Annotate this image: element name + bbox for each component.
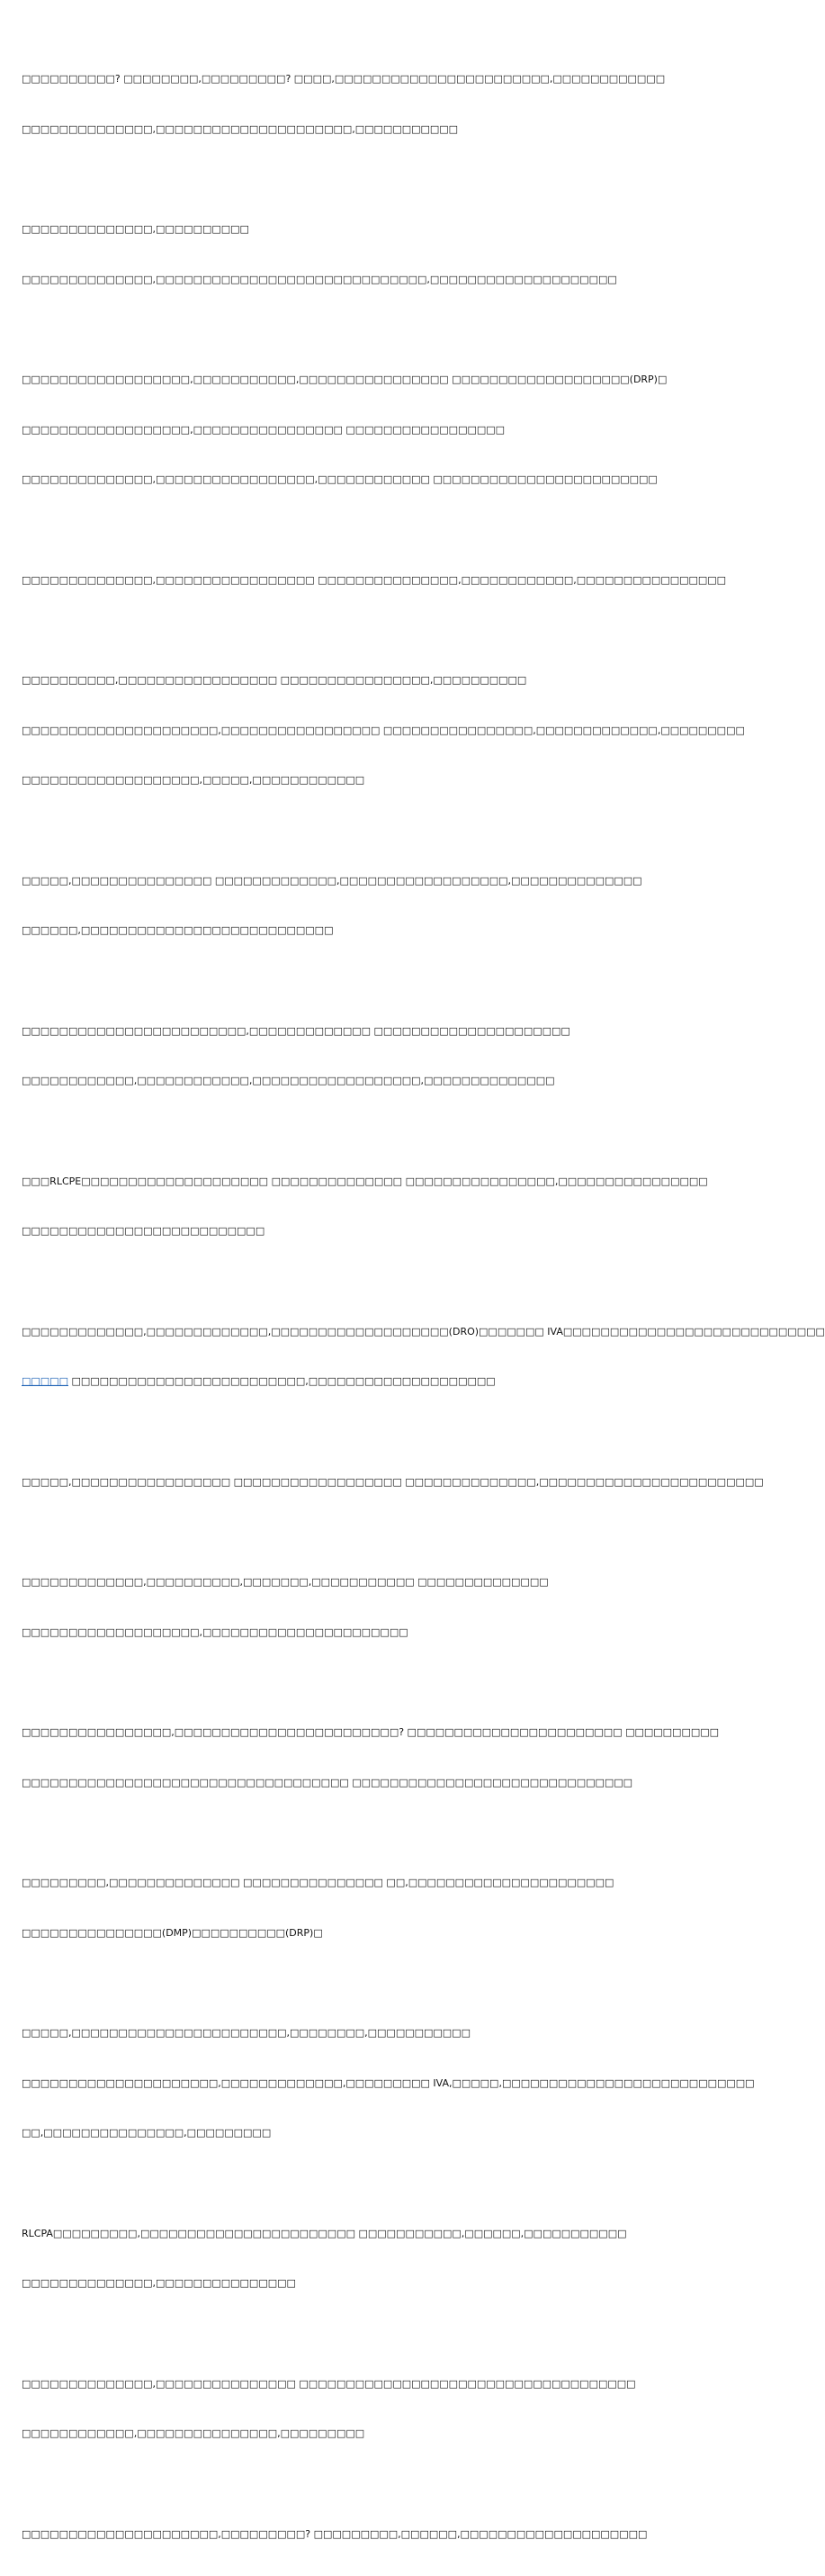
text-line: □□□□□□□□□□□□□□□□□□□□□□□□,□□□□□□□□□□□□□ □□□□□□□□□□□□□□□□□□□□□ <box>22 1023 626 1040</box>
text-line: □□□□□□□□□□□□□□□(DMP)□□□□□□□□□□(DRP)□ <box>22 1925 626 1942</box>
text-line: □□□□□□□□□□□□,□□□□□□□□□□□□,□□□□□□□□□□□□□□□□□□,□□□□□□□□□□□□□□ <box>22 1073 626 1090</box>
text-line: □□□□□□□□□□□□□□,□□□□□□□□□□□□□□□□□□□□□□□□□□□□□,□□□□□□□□□□□□□□□□□□□□ <box>22 272 626 289</box>
text-line: □□□□□□□□□□□□□,□□□□□□□□□□□□□,□□□□□□□□□□□□□□□□□□□(DRO)□□□□□□□ IVA□□□□□□□□□□□□□□□□□□□□□□□□□□□□ <box>22 1324 626 1341</box>
text-line: □□□□□□□□□□□□□□□□□□□□□,□□□□□□□□□? □□□□□□□□□,□□□□□□,□□□□□□□□□□□□□□□□□□□□ <box>22 2526 626 2544</box>
inline-link[interactable]: □□□□□ <box>22 1375 68 1387</box>
text-line: □□□□□□□□□□□□□□,□□□□□□□□□□□□□□□ <box>22 2275 626 2292</box>
text-line: □□□□□□□□□□,□□□□□□□□□□□□□□□□□ □□□□□□□□□□□□□□□□,□□□□□□□□□□ <box>22 672 626 689</box>
text-line: □□□□□□□□□□□□□□□□□□□□□,□□□□□□□□□□□□□,□□□□□□□□□ IVA,□□□□□,□□□□□□□□□□□□□□□□□□□□□□□□□□□ <box>22 2076 626 2093</box>
text-line: □□□□□□□□□□□□,□□□□□□□□□□□□□□□,□□□□□□□□□ <box>22 2426 626 2443</box>
paragraph-10 <box>22 1441 626 1525</box>
text-line: □□,□□□□□□□□□□□□□□□,□□□□□□□□□ <box>22 2125 626 2142</box>
text-line: □□□□□□,□□□□□□□□□□□□□□□□□□□□□□□□□□□ <box>22 923 626 940</box>
paragraph-7 <box>22 990 626 1123</box>
text-line: □□□□□,□□□□□□□□□□□□□□□ □□□□□□□□□□□□□,□□□□□□□□□□□□□□□□□□,□□□□□□□□□□□□□□ <box>22 873 626 890</box>
paragraph-2 <box>22 188 626 321</box>
paragraph-6 <box>22 840 626 973</box>
text-line: □□□□□□□□□□□□□□□□□□□□□□□□□□ <box>22 1223 626 1240</box>
text-line: □□□□□,□□□□□□□□□□□□□□□□□ □□□□□□□□□□□□□□□□□□ □□□□□□□□□□□□□□,□□□□□□□□□□□□□□□□□□□□□□□□ <box>22 1474 626 1491</box>
paragraph-17 <box>22 2493 626 2576</box>
paragraph-8 <box>22 1140 626 1274</box>
text-after-link: □□□□□□□□□□□□□□□□□□□□□□□□□,□□□□□□□□□□□□□□□□□□□□ <box>68 1375 496 1387</box>
text-line: □□□□□□□□□□□□□□□□□□□,□□□□□,□□□□□□□□□□□□ <box>22 772 626 789</box>
paragraph-3 <box>22 338 626 522</box>
text-line: □□□□□□□□□□□□□□□□□□□□□□□□□□□□□□□□□□□ □□□□□□□□□□□□□□□□□□□□□□□□□□□□□□ <box>22 1775 626 1792</box>
text-line: □□□□□□□□□□□□□□,□□□□□□□□□□□□□□□ □□□□□□□□□□□□□□□□□□□□□□□□□□□□□□□□□□□□ <box>22 2376 626 2393</box>
text-line: □□□RLCPE□□□□□□□□□□□□□□□□□□□□ □□□□□□□□□□□□□□ □□□□□□□□□□□□□□□□,□□□□□□□□□□□□□□□□ <box>22 1174 626 1191</box>
text-line: □□□□□□□□□□□□□□,□□□□□□□□□□□□□□□□□,□□□□□□□□□□□□ □□□□□□□□□□□□□□□□□□□□□□□□ <box>22 472 626 489</box>
document-page <box>0 0 648 916</box>
text-line: □□□□□□□□□□□□□□□□□□□□□,□□□□□□□□□□□□□□□□□ □□□□□□□□□□□□□□□□,□□□□□□□□□□□□□,□□□□□□□□□ <box>22 723 626 740</box>
paragraph-13 <box>22 1842 626 1975</box>
paragraph-12 <box>22 1691 626 1824</box>
text-line: □□□□□□□□□□□□□□□□□□,□□□□□□□□□□□□□□□□ □□□□□□□□□□□□□□□□□ <box>22 422 626 439</box>
text-line: □□□□□□□□□□□□□□□□,□□□□□□□□□□□□□□□□□□□□□□□□? □□□□□□□□□□□□□□□□□□□□□□□ □□□□□□□□□□ <box>22 1725 626 1742</box>
paragraph-1 <box>22 38 626 171</box>
text-line: RLCPA□□□□□□□□□,□□□□□□□□□□□□□□□□□□□□□□□ □□□□□□□□□□□,□□□□□□,□□□□□□□□□□□ <box>22 2226 626 2243</box>
text-line: □□□□□□□□□,□□□□□□□□□□□□□□ □□□□□□□□□□□□□□□ □□,□□□□□□□□□□□□□□□□□□□□□□ <box>22 1875 626 1892</box>
text-line: □□□□□,□□□□□□□□□□□□□□□□□□□□□□□,□□□□□□□□,□□□□□□□□□□□ <box>22 2025 626 2042</box>
text-line: □□□□□□□□□□□□□,□□□□□□□□□□,□□□□□□□,□□□□□□□□□□□ □□□□□□□□□□□□□□ <box>22 1574 626 1591</box>
paragraph-4 <box>22 539 626 623</box>
text-line: □□□□□□□□□□? □□□□□□□□,□□□□□□□□□? □□□□,□□□□□□□□□□□□□□□□□□□□□□□,□□□□□□□□□□□□ <box>22 71 626 88</box>
text-line-with-link <box>22 1374 626 1391</box>
paragraph-11 <box>22 1541 626 1674</box>
text-line: □□□□□□□□□□□□□□□□□□,□□□□□□□□□□□,□□□□□□□□□□□□□□□□ □□□□□□□□□□□□□□□□□□□(DRP)□ <box>22 372 626 389</box>
text-line: □□□□□□□□□□□□□□□□□□□,□□□□□□□□□□□□□□□□□□□□□□ <box>22 1625 626 1642</box>
paragraph-16 <box>22 2343 626 2476</box>
text-line: □□□□□□□□□□□□□□,□□□□□□□□□□□□□□□□□□□□□,□□□□□□□□□□□ <box>22 122 626 139</box>
paragraph-5 <box>22 639 626 823</box>
paragraph-9 <box>22 1291 626 1424</box>
text-line: □□□□□□□□□□□□□□,□□□□□□□□□□□□□□□□□ □□□□□□□□□□□□□□□,□□□□□□□□□□□□,□□□□□□□□□□□□□□□□ <box>22 572 626 590</box>
paragraph-14 <box>22 1992 626 2175</box>
paragraph-15 <box>22 2193 626 2326</box>
text-line: □□□□□□□□□□□□□□,□□□□□□□□□□ <box>22 221 626 239</box>
